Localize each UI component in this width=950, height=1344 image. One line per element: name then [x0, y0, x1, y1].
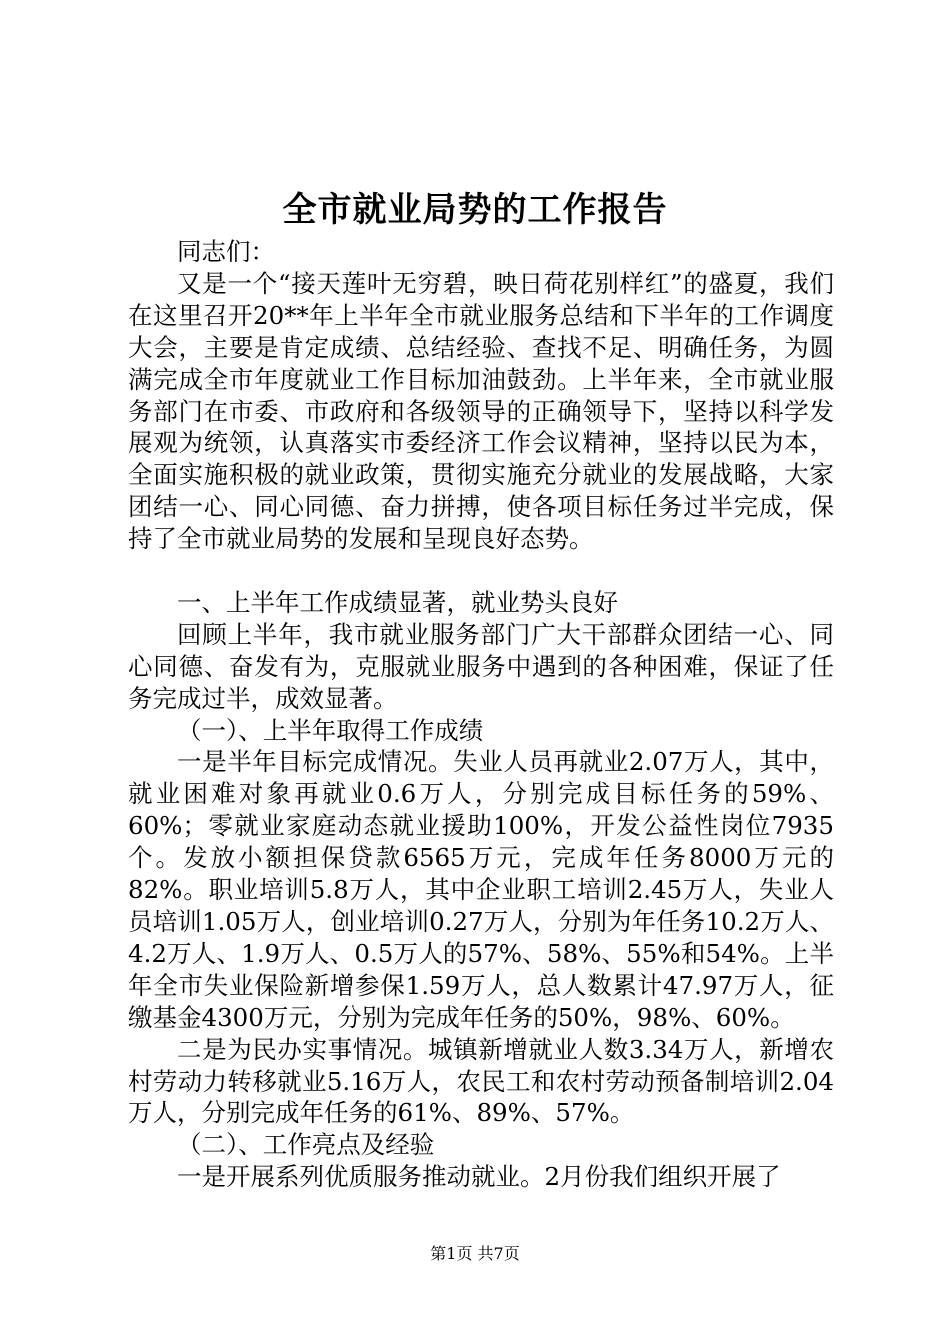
section-heading-1: 一、上半年工作成绩显著，就业势头良好: [177, 587, 618, 617]
subsection-heading-2: （二）、工作亮点及经验: [177, 1130, 435, 1160]
services-paragraph: 一是开展系列优质服务推动就业。2月份我们组织开展了: [177, 1162, 781, 1192]
practical-affairs-paragraph: 二是为民办实事情况。城镇新增就业人数3.34万人，新增农村劳动力转移就业5.16万人，农民工和农村劳动预备制培训2.04万人，分别完成年任务的61%、89%、57%。: [128, 1034, 834, 1128]
page-number-footer: 第1页 共7页: [430, 1244, 520, 1263]
review-paragraph: 回顾上半年，我市就业服务部门广大干部群众团结一心、同心同德、奋发有为，克服就业服务中遇到的各种困难，保证了任务完成过半，成效显著。: [128, 619, 834, 713]
salutation-paragraph: 同志们：: [177, 237, 275, 266]
document-title: 全市就业局势的工作报告: [282, 190, 668, 230]
subsection-heading-1: （一）、上半年取得工作成绩: [177, 715, 484, 745]
document-body: [128, 236, 834, 1193]
intro-paragraph: 又是一个“接天莲叶无穷碧，映日荷花别样红”的盛夏，我们在这里召开20**年上半年全市就业服务总结和下半年的工作调度大会，主要是肯定成绩、总结经验、查找不足、明确任务，为圆满完成全市年度就业工作目标加油鼓劲。上半年来，全市就业服务部门在市委、市政府和各级领导的正确领导下，坚持以科学发展观为统领，认真落实市委经济工作会议精神，坚持以民为本，全面实施积极的就业政策，贯彻实施充分就业的发展战略，大家团结一心、同心同德、奋力拼搏，使各项目标任务过半完成，保持了全市就业局势的发展和呈现良好态势。: [128, 268, 834, 554]
targets-paragraph: 一是半年目标完成情况。失业人员再就业2.07万人，其中，就业困难对象再就业0.6万人，分别完成目标任务的59%、60%；零就业家庭动态就业援助100%，开发公益性岗位7935个。发放小额担保贷款6565万元，完成年任务8000万元的82%。职业培训5.8万人，其中企业职工培训2.45万人，失业人员培训1.05万人，创业培训0.27万人，分别为年任务10.2万人、4.2万人、1.9万人、0.5万人的57%、58%、55%和54%。上半年全市失业保险新增参保1.59万人，总人数累计47.97万人，征缴基金4300万元，分别为完成年任务的50%，98%、60%。: [128, 747, 834, 1032]
